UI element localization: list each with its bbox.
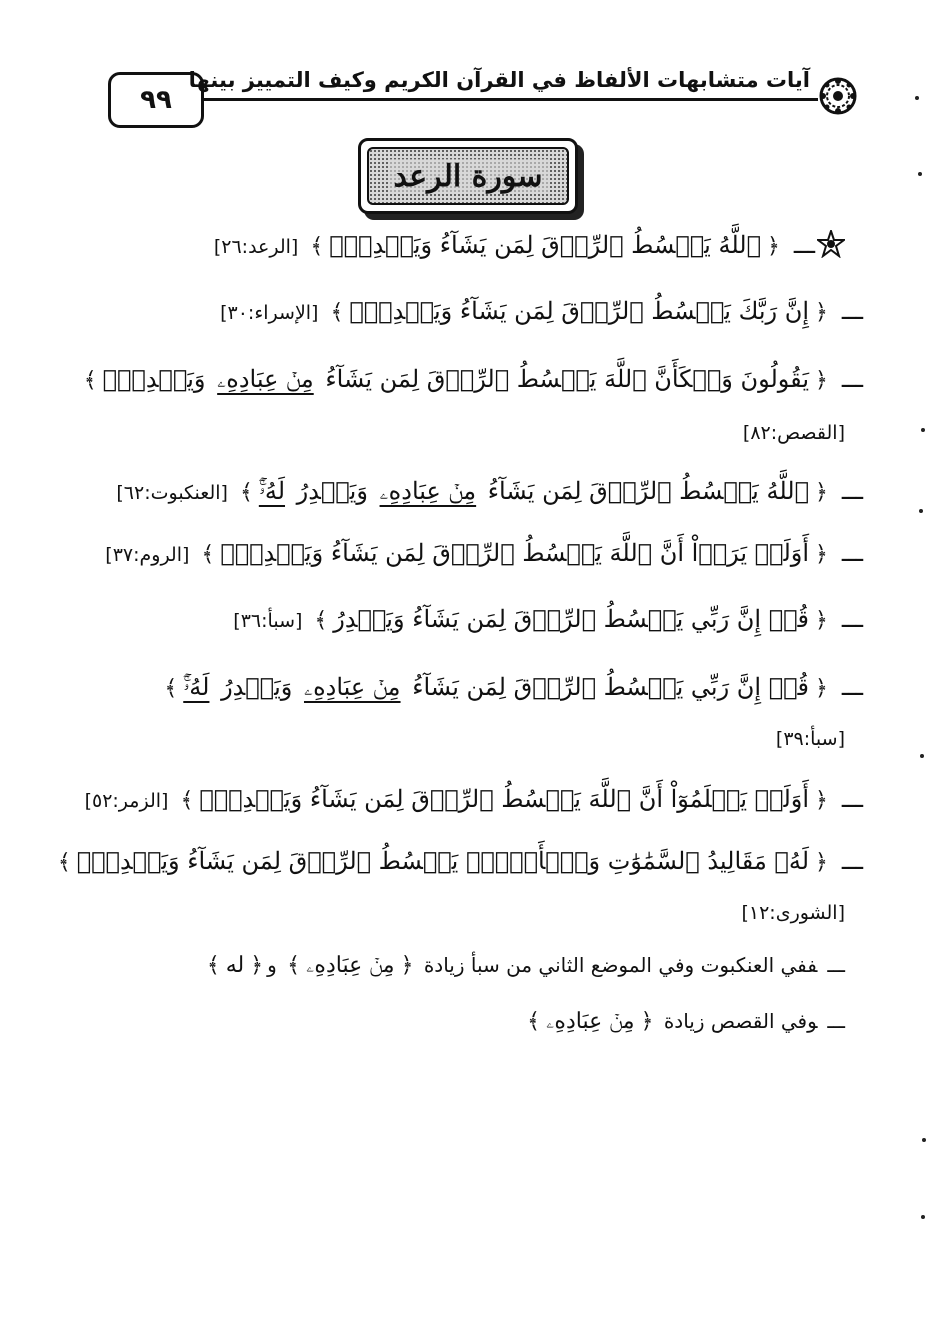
quoted-phrase: له: [225, 953, 245, 978]
verse-text: قُلۡ إِنَّ رَبِّي يَبۡسُطُ ٱلرِّزۡقَ لِمَن يَشَآءُ وَيَقۡدِرُ: [333, 605, 810, 633]
scan-speck: [921, 1215, 925, 1219]
open-bracket: ﴿: [767, 234, 780, 259]
dash-marker: ـــ: [841, 673, 863, 701]
dash-marker: ـــ: [841, 477, 863, 505]
dash-marker: ـــ: [841, 539, 863, 567]
verse-reference: [الزمر:٥٢]: [84, 790, 169, 812]
surah-title-frame: [358, 138, 578, 214]
dash-marker: ـــ: [827, 1009, 845, 1033]
scan-speck: [918, 172, 922, 176]
verse-line: [220, 294, 863, 330]
verse-text: ٱللَّهُ يَبۡسُطُ ٱلرِّزۡقَ لِمَن يَشَآءُ وَيَقۡدِرُۚ: [329, 231, 762, 259]
open-bracket: ﴿: [815, 300, 828, 325]
close-bracket: ﴾: [57, 850, 71, 875]
scan-speck: [921, 428, 925, 432]
star-bullet-icon: [817, 230, 845, 258]
highlighted-phrase: مِنۡ عِبَادِهِۦ: [217, 365, 314, 393]
quoted-phrase: مِنۡ عِبَادِهِۦ: [546, 1009, 635, 1034]
close-bracket: ﴾: [201, 542, 215, 567]
dash-marker: ـــ: [841, 785, 863, 813]
dash-marker: ـــ: [841, 297, 863, 325]
header-divider: [201, 98, 818, 101]
highlighted-phrase: مِنۡ عِبَادِهِۦ: [303, 673, 401, 701]
highlighted-phrase: مِنۡ عِبَادِهِۦ: [379, 477, 477, 505]
open-bracket: ﴿: [815, 480, 828, 505]
note-line: [203, 948, 845, 983]
scan-speck: [915, 96, 919, 100]
close-bracket: ﴾: [314, 608, 328, 633]
verse-line: [85, 782, 863, 818]
note-line: [523, 1004, 845, 1039]
dash-marker: ـــ: [827, 953, 845, 977]
highlighted-phrase: لَهُۥٓۚ: [183, 673, 210, 701]
scan-speck: [919, 509, 923, 513]
scan-speck: [922, 1138, 926, 1142]
close-bracket: ﴾: [527, 1009, 541, 1034]
verse-line: [214, 228, 815, 264]
close-bracket: ﴾: [287, 953, 301, 978]
verse-text: لَهُۥ مَقَالِيدُ ٱلسَّمَٰوَٰتِ وَٱلۡأَرۡضِۖ يَبۡسُطُ ٱلرِّزۡقَ لِمَن يَشَآءُ وَيَقۡدِرُۚ: [76, 847, 810, 875]
verse-text: ٱللَّهُ يَبۡسُطُ ٱلرِّزۡقَ لِمَن يَشَآءُ: [487, 477, 810, 505]
close-bracket: ﴾: [239, 480, 253, 505]
verse-reference: [القصص:٨٢]: [742, 422, 845, 444]
open-bracket: ﴿: [815, 788, 828, 813]
close-bracket: ﴾: [164, 676, 178, 701]
open-bracket: ﴿: [815, 542, 828, 567]
verse-line: [80, 362, 863, 398]
verse-text: وَيَقۡدِرُۖ: [102, 365, 206, 393]
verse-line: [105, 536, 863, 572]
note-conjunction: و: [267, 953, 277, 977]
quoted-phrase: مِنۡ عِبَادِهِۦ: [306, 953, 395, 978]
close-bracket: ﴾: [206, 953, 220, 978]
verse-reference: [سبأ:٣٦]: [233, 610, 303, 632]
verse-text: قُلۡ إِنَّ رَبِّي يَبۡسُطُ ٱلرِّزۡقَ لِمَن يَشَآءُ: [412, 673, 810, 701]
verse-reference: [الشورى:١٢]: [741, 902, 845, 924]
close-bracket: ﴾: [330, 300, 344, 325]
dash-marker: ـــ: [841, 847, 863, 875]
verse-reference: [سبأ:٣٩]: [775, 728, 845, 750]
surah-title-panel: [367, 147, 569, 205]
open-bracket: ﴿: [815, 850, 828, 875]
close-bracket: ﴾: [83, 368, 97, 393]
open-bracket: ﴿: [400, 953, 414, 978]
verse-reference: [الإسراء:٣٠]: [220, 302, 319, 324]
note-text: وفي القصص زيادة: [663, 1009, 818, 1033]
verse-line: [233, 602, 863, 638]
highlighted-phrase: لَهُۥٓۚ: [258, 477, 286, 505]
verse-line: [116, 474, 863, 510]
verse-line: [160, 670, 863, 706]
page-number: ٩٩: [108, 72, 204, 128]
verse-reference: [الروم:٣٧]: [105, 544, 190, 566]
surah-title: سورة الرعد: [388, 159, 549, 194]
verse-line: [54, 844, 863, 880]
verse-text: إِنَّ رَبَّكَ يَبۡسُطُ ٱلرِّزۡقَ لِمَن يَشَآءُ وَيَقۡدِرُۚ: [349, 297, 810, 325]
close-bracket: ﴾: [310, 234, 324, 259]
dash-marker: ـــ: [841, 365, 863, 393]
flower-ornament-icon: [818, 76, 858, 116]
note-text: ففي العنكبوت وفي الموضع الثاني من سبأ زيادة: [423, 953, 818, 977]
verse-text: يَقُولُونَ وَيۡكَأَنَّ ٱللَّهَ يَبۡسُطُ ٱلرِّزۡقَ لِمَن يَشَآءُ: [325, 365, 810, 393]
verse-reference: [العنكبوت:٦٢]: [116, 482, 228, 504]
verse-text: أَوَلَمۡ يَعۡلَمُوٓاْ أَنَّ ٱللَّهَ يَبۡسُطُ ٱلرِّزۡقَ لِمَن يَشَآءُ وَيَقۡدِرُۚ: [199, 785, 810, 813]
open-bracket: ﴿: [815, 368, 828, 393]
verse-text: أَوَلَمۡ يَرَوۡاْ أَنَّ ٱللَّهَ يَبۡسُطُ ٱلرِّزۡقَ لِمَن يَشَآءُ وَيَقۡدِرُۚ: [220, 539, 810, 567]
open-bracket: ﴿: [815, 676, 828, 701]
scan-speck: [920, 754, 924, 758]
open-bracket: ﴿: [815, 608, 828, 633]
close-bracket: ﴾: [180, 788, 194, 813]
open-bracket: ﴿: [250, 953, 264, 978]
verse-text: وَيَقۡدِرُ: [296, 477, 368, 505]
book-title: آيات متشابهات الألفاظ في القرآن الكريم وكيف التمييز بينها: [188, 68, 810, 92]
verse-text: وَيَقۡدِرُ: [221, 673, 293, 701]
open-bracket: ﴿: [640, 1009, 654, 1034]
page-header: [108, 62, 858, 132]
dash-marker: ـــ: [793, 231, 815, 259]
dash-marker: ـــ: [841, 605, 863, 633]
verse-reference: [الرعد:٢٦]: [213, 236, 299, 258]
